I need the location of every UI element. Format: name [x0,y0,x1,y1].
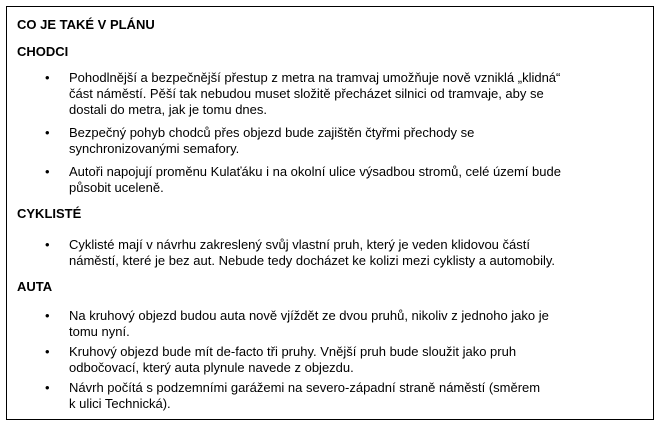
bullet-icon: • [45,164,50,179]
list-item-line: Kruhový objezd bude mít de-facto tři pruhy. Vnější pruh bude sloužit jako pruh [69,344,517,359]
list-item-line: Návrh počítá s podzemními garážemi na severo-západní straně náměstí (směrem [69,380,541,395]
box-title: CO JE TAKÉ V PLÁNU [17,17,155,32]
list-item-line: část náměstí. Pěší tak nebudou muset složitě přecházet silnici od tramvaje, aby se [69,86,544,101]
list-item-line: Cyklisté mají v návrhu zakreslený svůj vlastní pruh, který je veden klidovou částí [69,237,530,252]
bullet-icon: • [45,308,50,323]
list-item-line: Bezpečný pohyb chodců přes objezd bude zajištěn čtyřmi přechody se [69,125,475,140]
content-box [6,6,654,420]
list-item-line: působit uceleně. [69,180,164,195]
section-heading-auta: AUTA [17,279,53,294]
list-item-line: synchronizovanými semafory. [69,141,240,156]
list-item-line: náměstí, které je bez aut. Nebude tedy docházet ke kolizi mezi cyklisty a automobily. [69,253,556,268]
bullet-icon: • [45,380,50,395]
list-item-line: odbočovací, který auta plynule navede z objezdu. [69,360,354,375]
section-heading-chodci: CHODCI [17,44,69,59]
bullet-icon: • [45,237,50,252]
list-item-line: k ulici Technická). [69,396,171,411]
list-item-line: Autoři napojují proměnu Kulaťáku i na okolní ulice výsadbou stromů, celé území bude [69,164,561,179]
bullet-icon: • [45,344,50,359]
list-item-line: Na kruhový objezd budou auta nově vjíždět ze dvou pruhů, nikoliv z jednoho jako je [69,308,549,323]
bullet-icon: • [45,125,50,140]
list-item-line: dostali do metra, jak je tomu dnes. [69,102,267,117]
list-item-line: Pohodlnější a bezpečnější přestup z metra na tramvaj umožňuje nově vzniklá „klidná“ [69,70,561,85]
section-heading-cyklisty: CYKLISTÉ [17,206,82,221]
bullet-icon: • [45,70,50,85]
list-item-line: tomu nyní. [69,324,130,339]
